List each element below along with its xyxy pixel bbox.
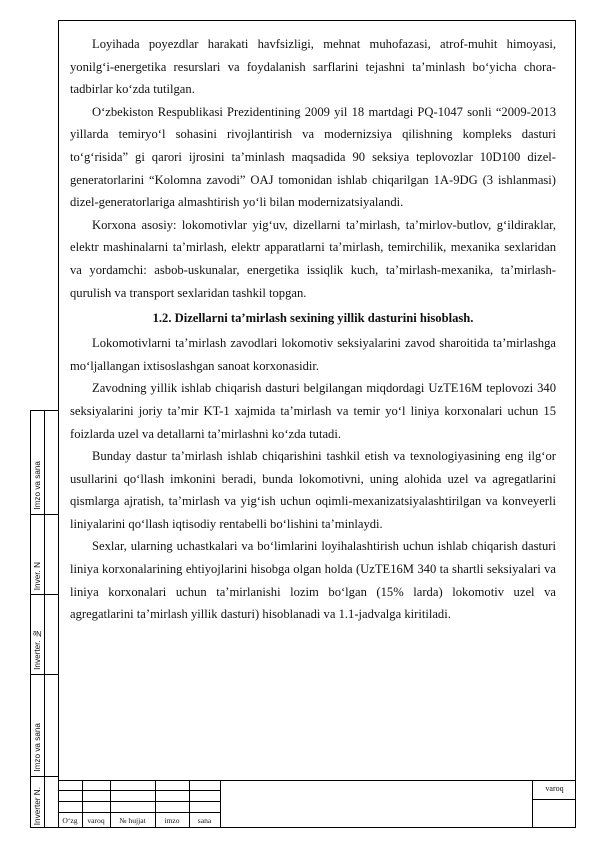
paragraph: Korxona asosiy: lokomotivlar yig‘uv, dizellarni ta’mirlash, ta’mirlov-butlov, g‘ildiraklar, elektr mashinalarni ta’mirlash, elektr apparatlarni ta’mirlash, temirchilik, mexanika sexlaridan va yordamchi: asbob-uskunalar, energetika issiqlik kuch, ta’mirlash-mexanika, ta’mirlash-qurulish va transport sexlaridan tashkil topgan. [70, 217, 556, 300]
sheet-number-box [532, 781, 576, 828]
paragraph: Zavodning yillik ishlab chiqarish dasturi belgilangan miqdordagi UzTE16M teplovozi 340 seksiyalarini joriy ta’mir KT-1 xajmida ta’mirlash va temir yo‘l liniya korxonalari uchun 15 foizlarda uzel va detallarni ta’mirlashni ko‘zda tutadi. [70, 381, 556, 441]
side-stamp [30, 410, 58, 828]
paragraph: Sexlar, ularning uchastkalari va bo‘limlarini loyihalashtirish uchun ishlab chiqarish dasturi liniya korxonalarining ehtiyojlarini hisobga olgan holda (UzTE16M 340 ta shartli seksiyalari va liniya korxonalari uchun ta’mirlanishi lozim bo‘lgan (15% larda) lokomotiv uzel va agregatlarini ta’mirlash yillik dasturi) hisoblanadi va 1.1-jadvalga kiritiladi. [70, 539, 556, 622]
sheet-label: varoq [545, 784, 564, 793]
title-block-header: O‘zg [62, 816, 78, 825]
title-block-grid [58, 781, 220, 828]
side-stamp-cell [31, 515, 59, 595]
side-stamp-cell [31, 411, 59, 515]
title-block-header: № hujjat [119, 816, 146, 825]
title-block-header: sana [197, 816, 212, 825]
text-body [70, 33, 556, 626]
grid-line [533, 799, 576, 800]
paragraph: Bunday dastur ta’mirlash ishlab chiqarishini tashkil etish va texnologiyasining eng ilg‘or usullarini qo‘llash imkonini beradi, bunda lokomotivni, uning alohida uzel va agregatlarini qismlarga ajratish, ta’mirlash va yig‘ish uchun oqimli-mexanizatsiyalashtirilgan va konveyerli liniyalarini qo‘llash iqtisodiy rentabelli bo‘lishini ta’minlaydi. [70, 449, 556, 531]
side-stamp-cell [31, 777, 59, 829]
side-stamp-label: Imzo va sana [33, 723, 42, 772]
section-heading: 1.2. Dizellarni ta’mirlash sexining yillik dasturini hisoblash. [152, 311, 474, 326]
side-stamp-label: Inverter. № [33, 629, 42, 670]
side-stamp-cell [31, 675, 59, 777]
paragraph: Lokomotivlarni ta’mirlash zavodlari lokomotiv seksiyalarini zavod sharoitida ta’mirlashga mo‘ljallangan ixtisoslashgan sanoat korxonasidir. [70, 336, 556, 373]
title-block-divider [220, 781, 221, 828]
paragraph: O‘zbekiston Respublikasi Prezidentining 2009 yil 18 martdagi PQ-1047 sonli “2009-2013 yillarda temiryo‘l sohasini rivojlantirish va modernizsiya qilishning kompleks dasturi to‘g‘risida” gi qarori ijrosini ta’minlash maqsadida 90 seksiya teplovozlar 10D100 dizel-generatorlarini “Kolomna zavodi” OAJ tomonidan ishlab chiqarilgan 1A-9DG (3 ishlanmasi) dizel-generatorlariga almashtirish yo‘li bilan modernizatsiyalandi. [70, 104, 556, 210]
title-block-header: imzo [164, 816, 180, 825]
side-stamp-label: Inver. N [33, 561, 42, 590]
paragraph: Loyihada poyezdlar harakati havfsizligi, mehnat muhofazasi, atrof-muhit himoyasi, yonilg‘i-energetika resurslari va foydalanish sarflarini tejashni ta’minlash bo‘yicha chora-tadbirlar ko‘zda tutilgan. [70, 37, 556, 97]
title-block-header: varoq [87, 816, 105, 825]
side-stamp-label: Imzo va sana [33, 461, 42, 510]
side-stamp-cell [31, 595, 59, 675]
title-block [58, 780, 576, 828]
side-stamp-label: Inverter N. [33, 786, 42, 825]
